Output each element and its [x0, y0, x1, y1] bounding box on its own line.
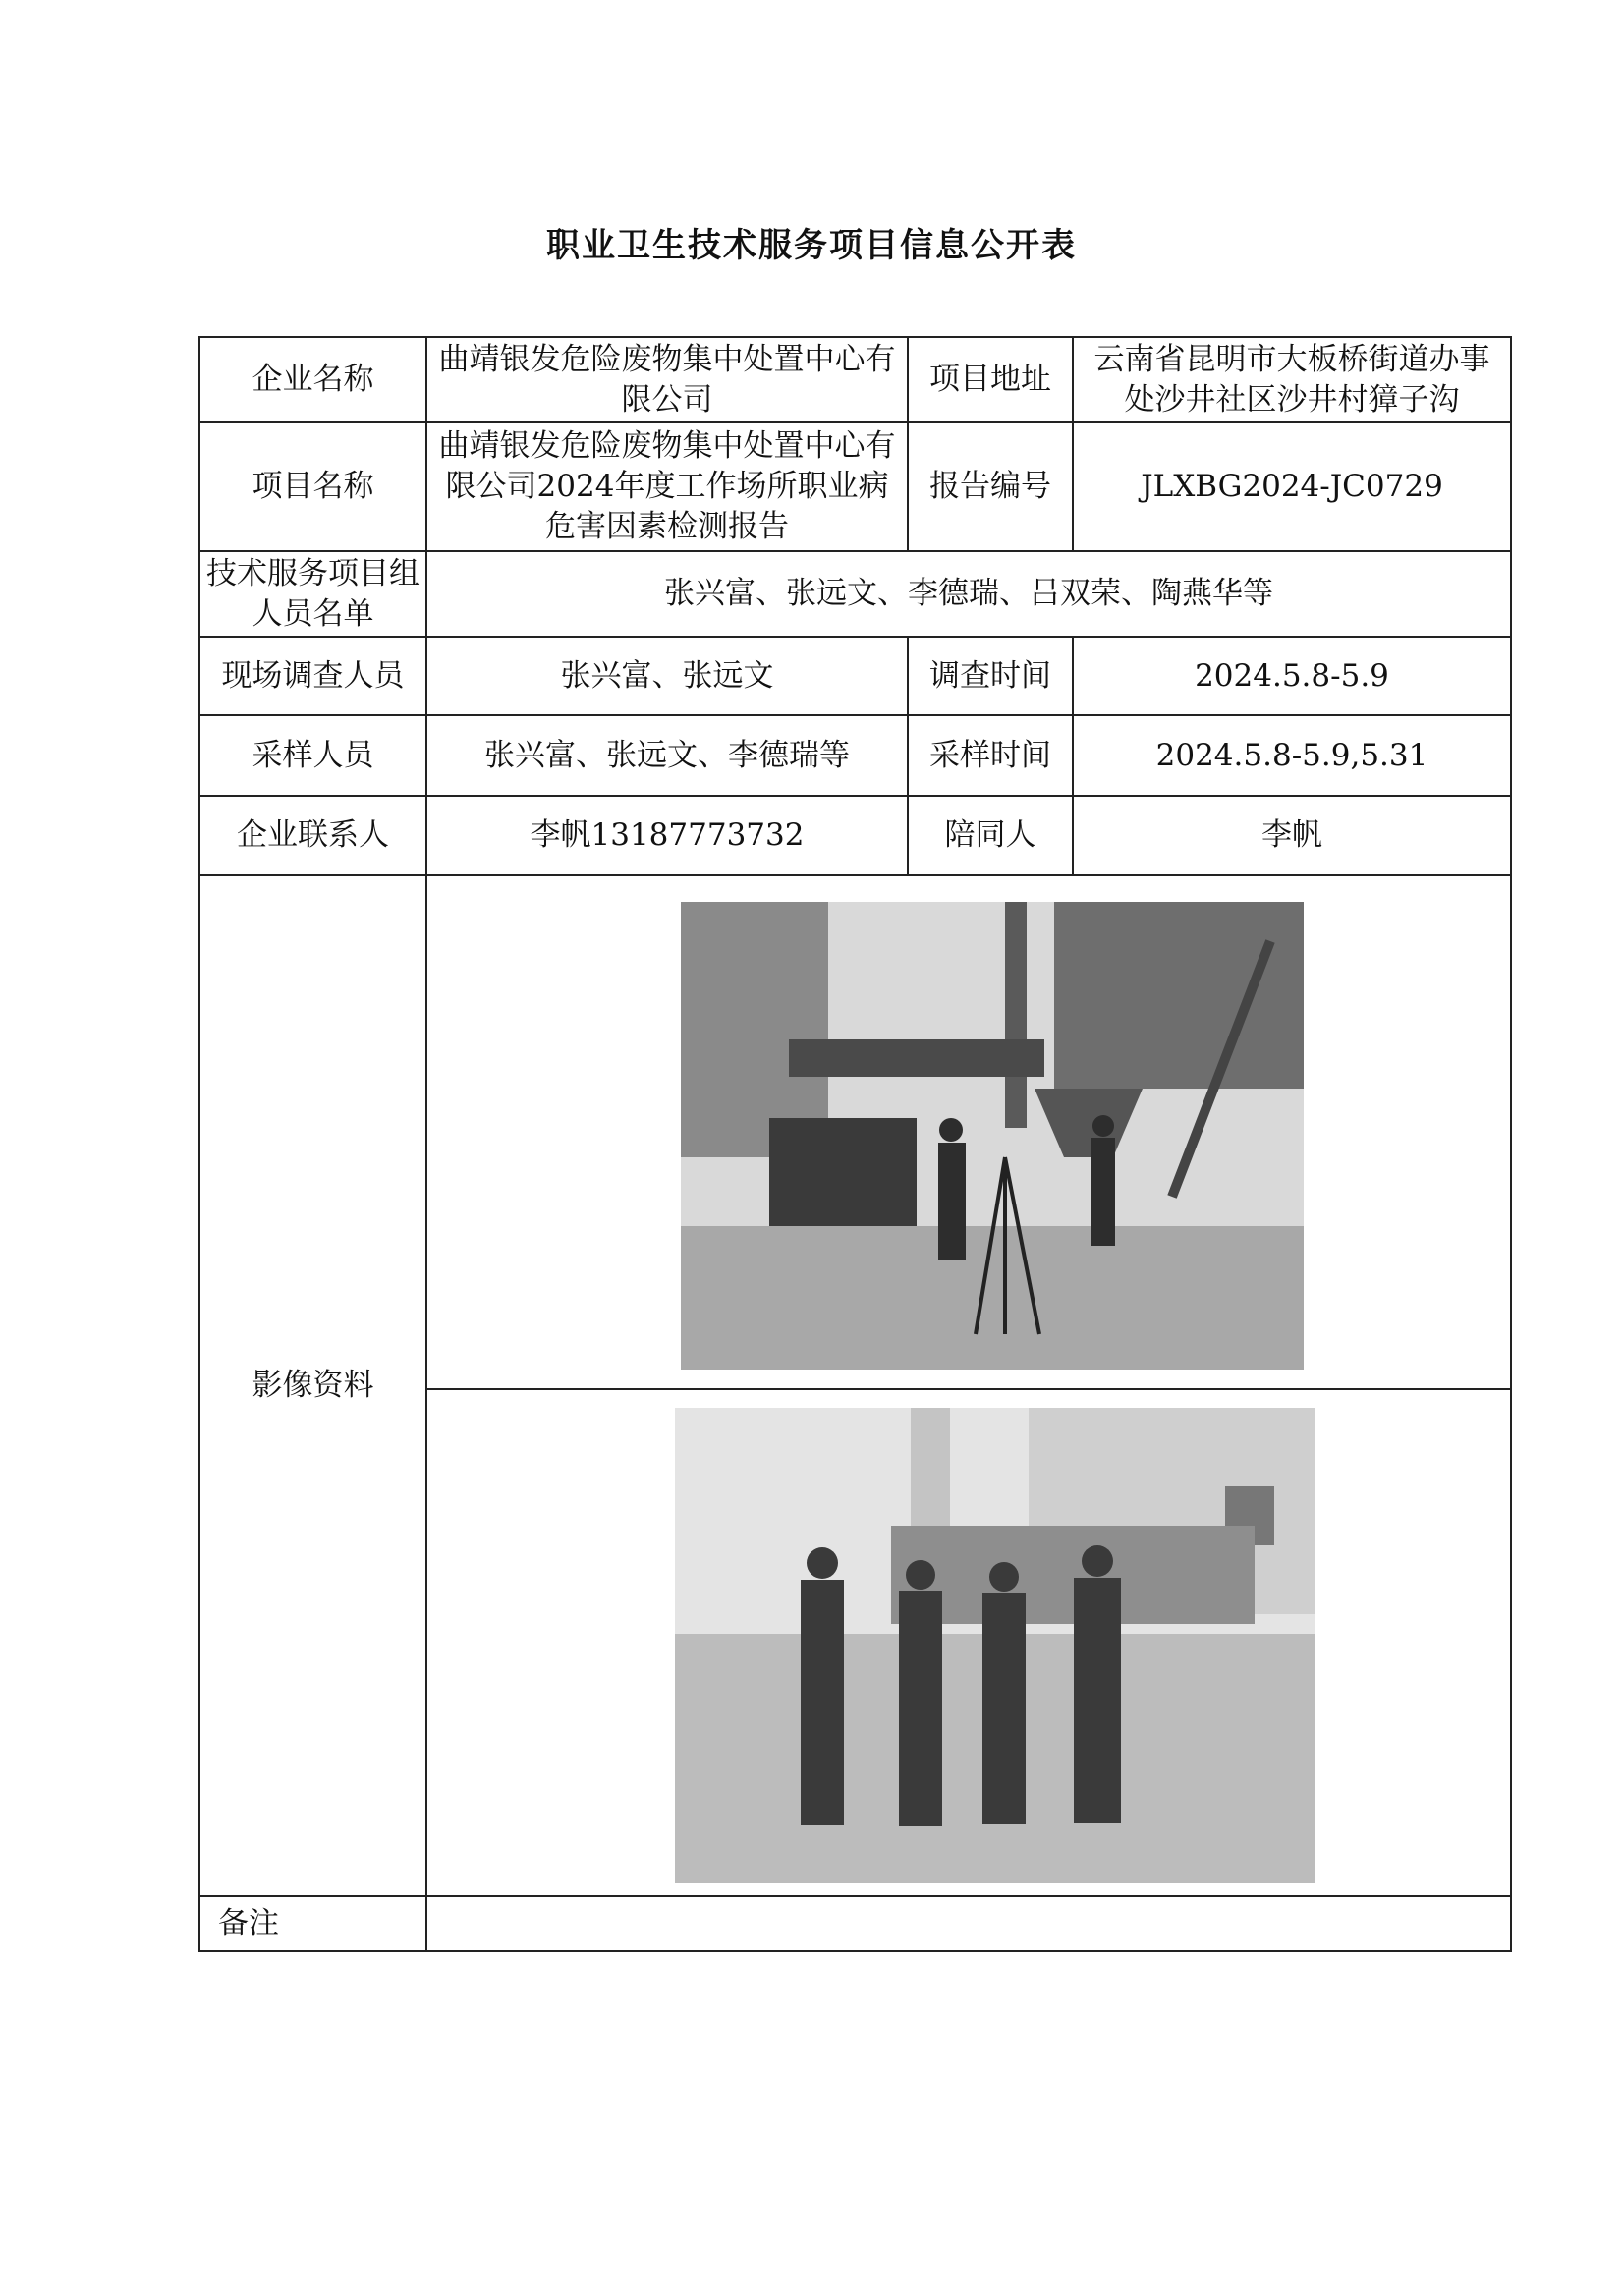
- sampling-time-label: 采样时间: [908, 715, 1073, 796]
- photo-slot-1: [427, 876, 1510, 1390]
- person-1: [801, 1547, 844, 1825]
- remarks-label: 备注: [199, 1896, 426, 1951]
- company-name-label: 企业名称: [199, 337, 426, 422]
- row-company: [199, 337, 1511, 422]
- person-4-body: [1074, 1578, 1121, 1823]
- field-sampling-photo: [681, 902, 1304, 1370]
- person-3: [982, 1562, 1026, 1824]
- project-address-label: 项目地址: [908, 337, 1073, 422]
- person-3-head: [989, 1562, 1019, 1592]
- row-project: [199, 422, 1511, 551]
- person-2: [899, 1560, 942, 1826]
- team-group-photo: [675, 1408, 1315, 1883]
- row-remarks: [199, 1896, 1511, 1951]
- photo-slot-2: [427, 1390, 1510, 1895]
- person-1-head: [807, 1547, 838, 1579]
- sampling-staff-label: 采样人员: [199, 715, 426, 796]
- building-right: [1054, 902, 1304, 1089]
- team-members-value: 张兴富、张远文、李德瑞、吕双荣、陶燕华等: [426, 551, 1511, 637]
- image-materials-cell: [426, 875, 1511, 1896]
- worker-2-body: [1091, 1138, 1115, 1246]
- project-address-value: 云南省昆明市大板桥街道办事处沙井社区沙井村獐子沟: [1073, 337, 1511, 422]
- survey-staff-label: 现场调查人员: [199, 637, 426, 715]
- person-4: [1074, 1545, 1121, 1823]
- contact-person-value: 李帆13187773732: [426, 796, 908, 875]
- company-name-value: 曲靖银发危险废物集中处置中心有限公司: [426, 337, 908, 422]
- person-4-head: [1082, 1545, 1113, 1577]
- worker-1-head: [939, 1118, 963, 1142]
- report-number-value: JLXBG2024-JC0729: [1073, 422, 1511, 551]
- contact-person-label: 企业联系人: [199, 796, 426, 875]
- project-name-label: 项目名称: [199, 422, 426, 551]
- person-2-head: [906, 1560, 935, 1590]
- report-number-label: 报告编号: [908, 422, 1073, 551]
- sampling-staff-value: 张兴富、张远文、李德瑞等: [426, 715, 908, 796]
- person-3-body: [982, 1593, 1026, 1824]
- person-1-body: [801, 1580, 844, 1825]
- row-contact: [199, 796, 1511, 875]
- project-name-value: 曲靖银发危险废物集中处置中心有限公司2024年度工作场所职业病危害因素检测报告: [426, 422, 908, 551]
- duct: [789, 1039, 1044, 1077]
- ground: [681, 1226, 1304, 1370]
- worker-2-head: [1092, 1115, 1114, 1137]
- survey-time-label: 调查时间: [908, 637, 1073, 715]
- page-title: 职业卫生技术服务项目信息公开表: [546, 226, 1077, 265]
- accompany-label: 陪同人: [908, 796, 1073, 875]
- row-images: [199, 875, 1511, 1896]
- gate-sign: [891, 1526, 1255, 1624]
- survey-staff-value: 张兴富、张远文: [426, 637, 908, 715]
- survey-time-value: 2024.5.8-5.9: [1073, 637, 1511, 715]
- row-survey: [199, 637, 1511, 715]
- team-members-label: 技术服务项目组人员名单: [199, 551, 426, 637]
- image-materials-label: 影像资料: [199, 875, 426, 1896]
- person-2-body: [899, 1591, 942, 1826]
- row-team: [199, 551, 1511, 637]
- worker-1-body: [938, 1143, 966, 1260]
- row-sampling: [199, 715, 1511, 796]
- remarks-value: [426, 1896, 1511, 1951]
- building-left: [911, 1408, 950, 1526]
- info-table: [198, 336, 1512, 1952]
- accompany-value: 李帆: [1073, 796, 1511, 875]
- sampling-time-value: 2024.5.8-5.9,5.31: [1073, 715, 1511, 796]
- chimney: [1005, 902, 1027, 1128]
